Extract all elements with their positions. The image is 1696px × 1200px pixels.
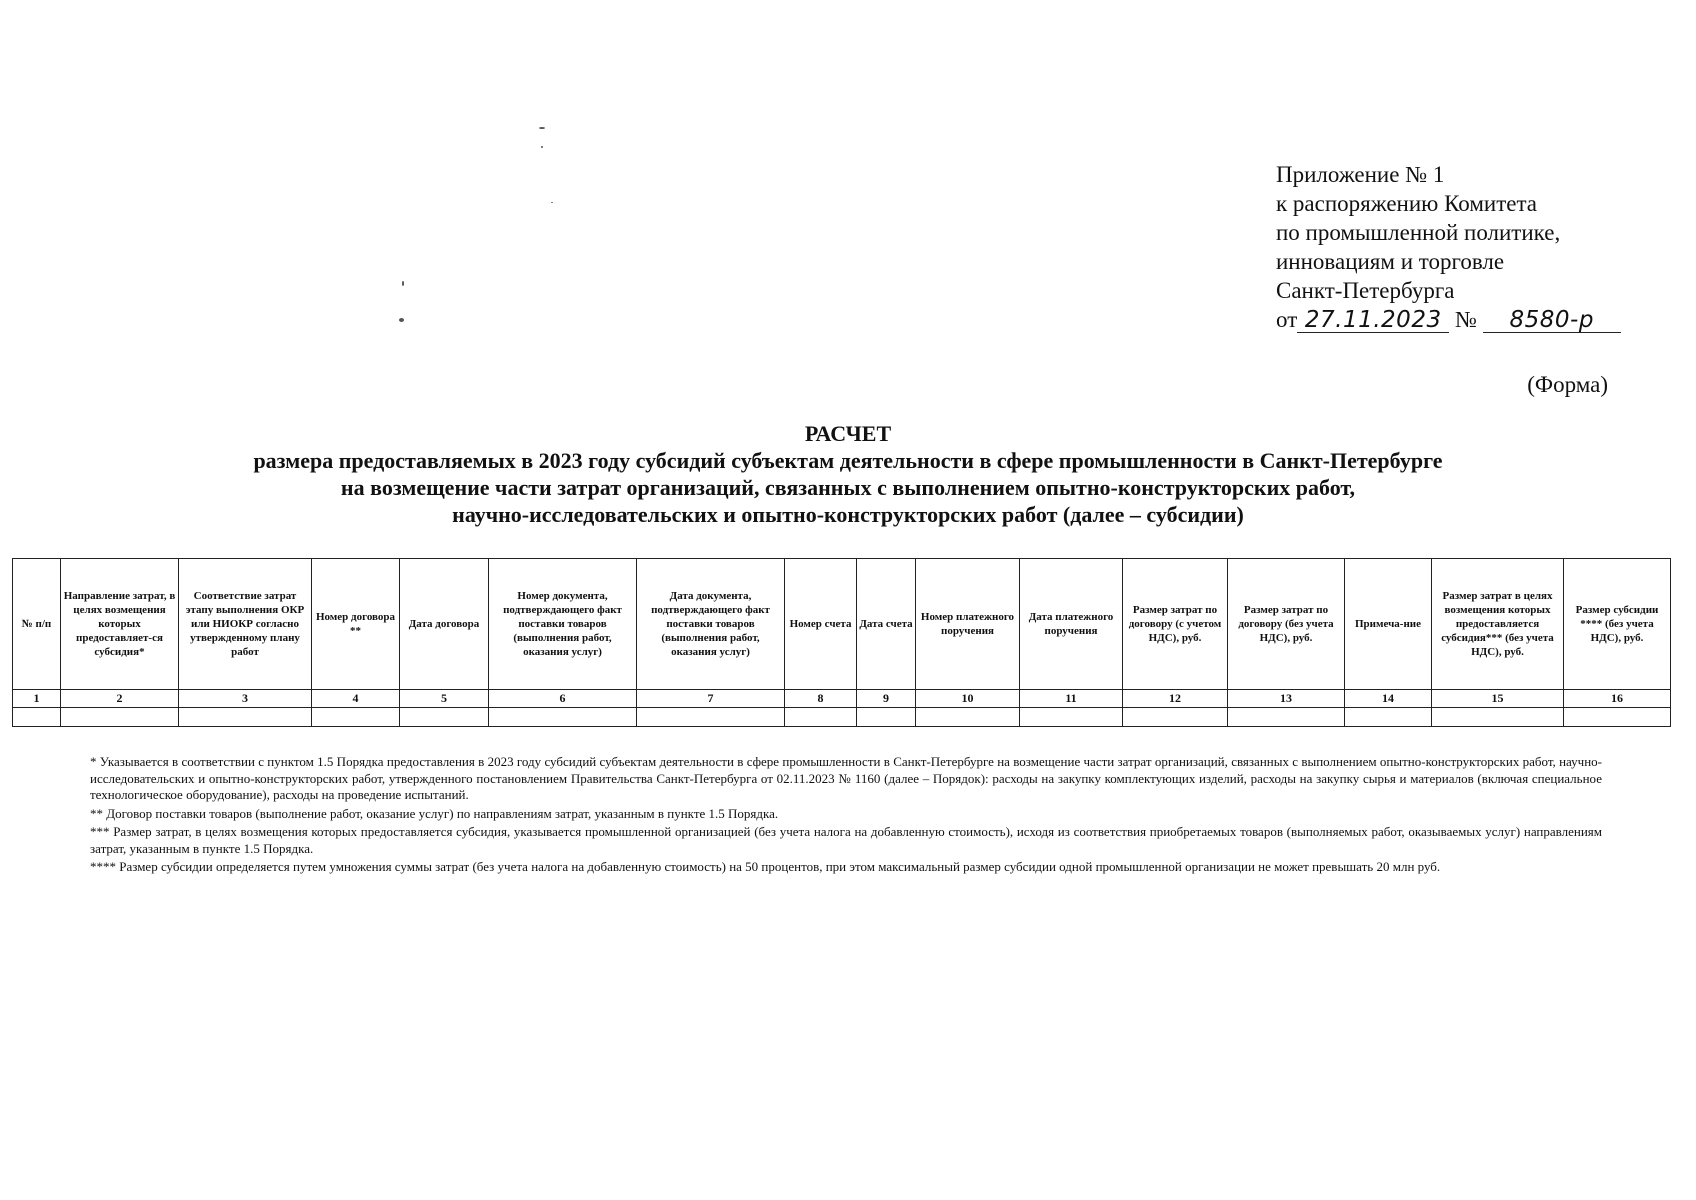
title-line: на возмещение части затрат организаций, связанных с выполнением опытно-конструкторских работ, bbox=[340, 475, 1356, 500]
table-cell bbox=[637, 708, 785, 727]
handwritten-number: 8580-р bbox=[1483, 308, 1621, 333]
annex-line: к распоряжению Комитета bbox=[1276, 191, 1537, 216]
table-cell bbox=[61, 708, 179, 727]
footnote: * Указывается в соответствии с пунктом 1.5 Порядка предоставления в 2023 году субсидий субъектам деятельности в сфере промышленности в Санкт-Петербурге на возмещение части затрат организаций, связанных с выполнением опытно-конструкторских работ, научно-исследовательских и опытно-конструкторских работ, утвержденного постановлением Правительства Санкт-Петербурга от 02.11.2023 № 1160 (далее – Порядок): расходы на закупку комплектующих изделий, расходы на закупку сырья и материалов (включая специальное технологическое оборудование), расходы на проведение испытаний. bbox=[90, 754, 1602, 802]
column-header: Размер затрат по договору (с учетом НДС), руб. bbox=[1123, 559, 1228, 690]
from-prefix: от bbox=[1276, 307, 1298, 332]
calculation-table bbox=[12, 558, 1671, 727]
column-number: 9 bbox=[857, 690, 916, 708]
table-cell bbox=[1345, 708, 1432, 727]
table-cell bbox=[857, 708, 916, 727]
column-header: Номер платежного поручения bbox=[916, 559, 1020, 690]
column-header: Размер затрат в целях возмещения которых предоставляется субсидия*** (без учета НДС), руб. bbox=[1432, 559, 1564, 690]
table-cell bbox=[1432, 708, 1564, 727]
table-cell bbox=[489, 708, 637, 727]
column-number: 7 bbox=[637, 690, 785, 708]
column-header: Номер договора ** bbox=[312, 559, 400, 690]
column-number: 13 bbox=[1228, 690, 1345, 708]
title-line: размера предоставляемых в 2023 году субсидий субъектам деятельности в сфере промышленности в Санкт-Петербурге bbox=[253, 448, 1443, 473]
column-header: Дата документа, подтверждающего факт поставки товаров (выполнения работ, оказания услуг) bbox=[637, 559, 785, 690]
table-cell bbox=[785, 708, 857, 727]
table-cell bbox=[916, 708, 1020, 727]
footnote: ** Договор поставки товаров (выполнение работ, оказание услуг) по направлениям затрат, указанным в пункте 1.5 Порядка. bbox=[90, 805, 779, 821]
column-header: Размер субсидии **** (без учета НДС), руб. bbox=[1564, 559, 1671, 690]
column-number: 4 bbox=[312, 690, 400, 708]
scan-mark bbox=[539, 127, 545, 129]
column-number: 16 bbox=[1564, 690, 1671, 708]
column-header: Направление затрат, в целях возмещения которых предоставляет-ся субсидия* bbox=[61, 559, 179, 690]
title-heading: РАСЧЕТ bbox=[804, 421, 892, 446]
annex-line: Приложение № 1 bbox=[1276, 162, 1445, 187]
column-header: Номер счета bbox=[785, 559, 857, 690]
table-cell bbox=[179, 708, 312, 727]
table-header-row bbox=[13, 559, 1671, 690]
column-number: 10 bbox=[916, 690, 1020, 708]
footnotes bbox=[90, 754, 1602, 878]
table-cell bbox=[312, 708, 400, 727]
scan-mark bbox=[541, 146, 543, 148]
column-header: Дата платежного поручения bbox=[1020, 559, 1123, 690]
column-header: Дата договора bbox=[400, 559, 489, 690]
column-number: 6 bbox=[489, 690, 637, 708]
number-sign: № bbox=[1455, 307, 1477, 332]
scan-mark bbox=[399, 318, 404, 322]
table-cell bbox=[1123, 708, 1228, 727]
column-header: № п/п bbox=[13, 559, 61, 690]
column-number: 3 bbox=[179, 690, 312, 708]
column-number: 5 bbox=[400, 690, 489, 708]
column-number: 12 bbox=[1123, 690, 1228, 708]
footnote: **** Размер субсидии определяется путем умножения суммы затрат (без учета налога на добавленную стоимость) на 50 процентов, при этом максимальный размер субсидии одной промышленной организации не может превышать 20 млн руб. bbox=[90, 859, 1441, 874]
handwritten-date: 27.11.2023 bbox=[1297, 308, 1449, 333]
column-header: Номер документа, подтверждающего факт поставки товаров (выполнения работ, оказания услуг) bbox=[489, 559, 637, 690]
table-row bbox=[13, 708, 1671, 727]
annex-block bbox=[1276, 160, 1656, 334]
column-header: Размер затрат по договору (без учета НДС), руб. bbox=[1228, 559, 1345, 690]
column-number: 8 bbox=[785, 690, 857, 708]
scan-mark bbox=[551, 202, 553, 203]
column-header: Соответствие затрат этапу выполнения ОКР или НИОКР согласно утвержденному плану работ bbox=[179, 559, 312, 690]
column-number: 14 bbox=[1345, 690, 1432, 708]
table-cell bbox=[1020, 708, 1123, 727]
document-title bbox=[0, 420, 1696, 528]
scan-mark bbox=[402, 281, 404, 286]
table-cell bbox=[1564, 708, 1671, 727]
table-cell bbox=[1228, 708, 1345, 727]
column-number: 1 bbox=[13, 690, 61, 708]
column-number: 11 bbox=[1020, 690, 1123, 708]
annex-line: инновациям и торговле bbox=[1276, 249, 1505, 274]
table-cell bbox=[13, 708, 61, 727]
column-number: 2 bbox=[61, 690, 179, 708]
annex-line: по промышленной политике, bbox=[1276, 220, 1561, 245]
column-header: Примеча-ние bbox=[1345, 559, 1432, 690]
form-label: (Форма) bbox=[1527, 372, 1608, 397]
column-number: 15 bbox=[1432, 690, 1564, 708]
title-line: научно-исследовательских и опытно-конструкторских работ (далее – субсидии) bbox=[452, 502, 1244, 527]
annex-line: Санкт-Петербурга bbox=[1276, 278, 1455, 303]
annex-date-number-row bbox=[1276, 305, 1656, 334]
column-header: Дата счета bbox=[857, 559, 916, 690]
footnote: *** Размер затрат, в целях возмещения которых предоставляется субсидия, указывается промышленной организацией (без учета налога на добавленную стоимость), исходя из соответствия приобретаемых товаров (выполняемых работ, оказываемых услуг) направлениям затрат, указанным в пункте 1.5 Порядка. bbox=[90, 824, 1602, 856]
table-cell bbox=[400, 708, 489, 727]
column-number-row bbox=[13, 690, 1671, 708]
